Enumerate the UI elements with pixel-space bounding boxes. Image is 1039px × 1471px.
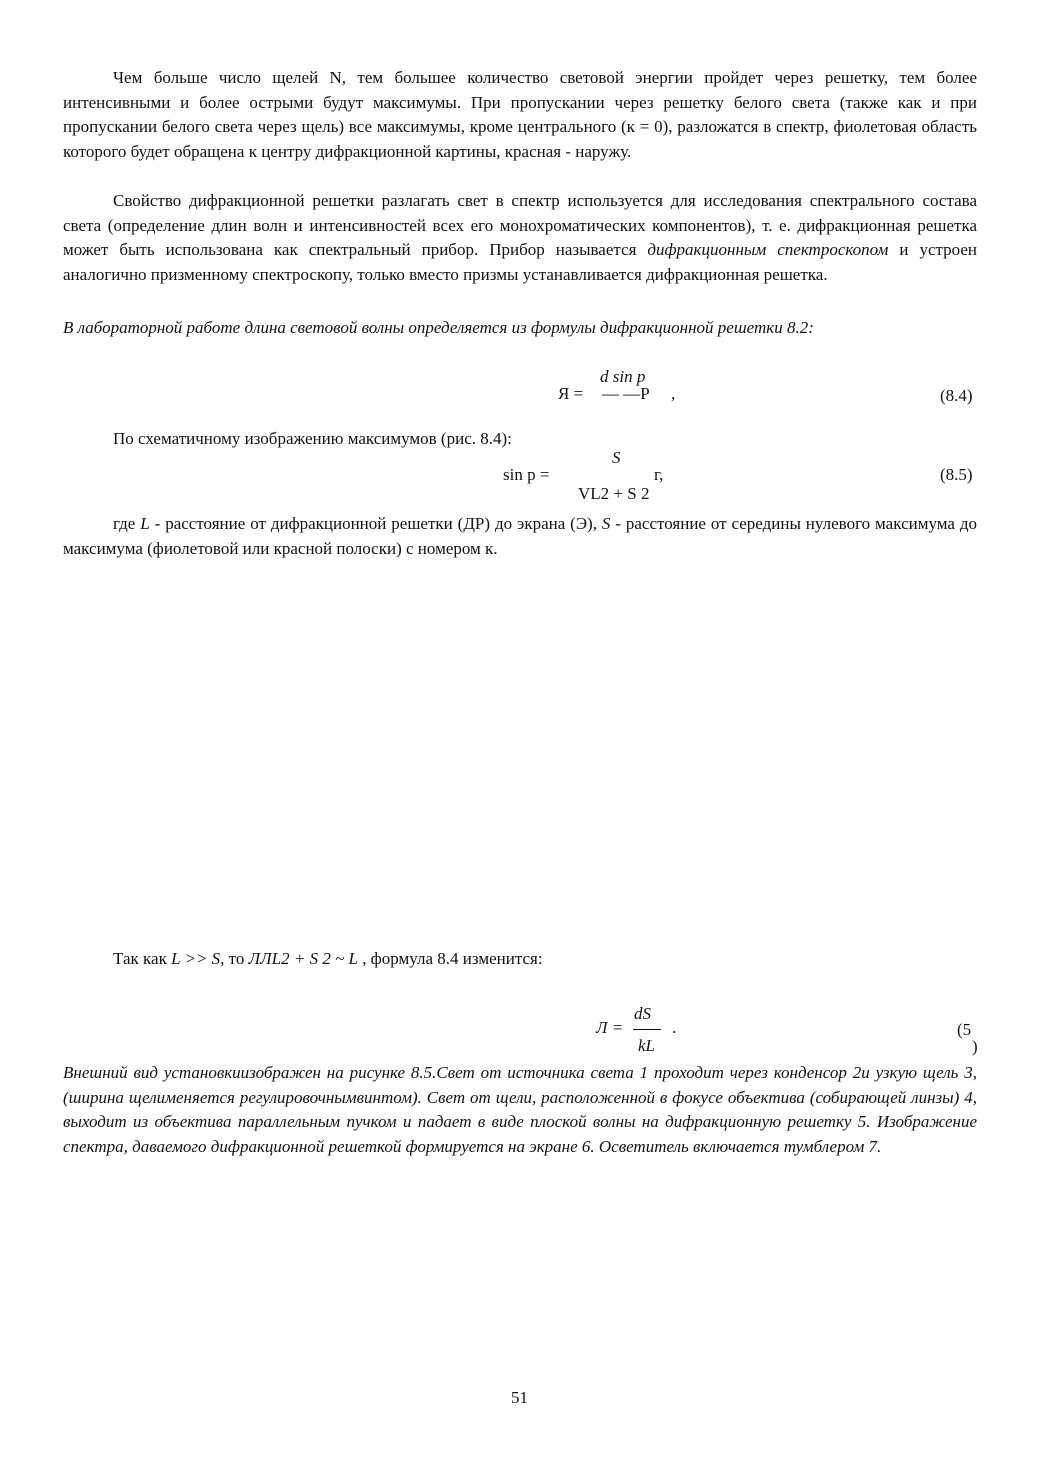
- formula-8-5-lhs: sin p =: [503, 465, 550, 484]
- paragraph-where-text-2: - расстояние от дифракционной решетки (ДР) до экрана (Э),: [149, 514, 602, 533]
- paragraph-slits-intensity: Чем больше число щелей N, тем большее количество световой энергии пройдет через решетку, тем более интенсивными и более острыми будут максимумы. При пропускании через решетку белого света (также как и при пропускании белого света через щель) все максимумы, кроме центрального (к = 0), разложатся в спектр, фиолетовая область которого будет обращена к центру дифракционной картины, красная - наружу.: [63, 68, 977, 161]
- formula-5-number-close: ): [972, 1037, 978, 1056]
- formula-5-lhs: Л =: [596, 1018, 624, 1037]
- paragraph-setup-description: Внешний вид установкиизображен на рисунке 8.5.Свет от источника света 1 проходит через конденсор 2и узкую щель 3,(ширина щелименяется регулировочнымвинтом). Свет от щели, расположенной в фокусе объектива (собирающей линзы) 4, выходит из объектива параллельным пучком и падает в виде плоской волны на дифракционную решетку 5. Изображение спектра, даваемого дифракционной решеткой формируется на экране 6. Осветитель включается тумблером 7.: [63, 1063, 977, 1156]
- formula-8-5-unit: г,: [654, 465, 664, 484]
- formula-5-numerator: dS: [634, 1004, 651, 1023]
- formula-5-fraction-bar: [633, 1029, 661, 1030]
- formula-8-5-number: (8.5): [940, 465, 973, 484]
- expression-L-much-greater-S: L >> S,: [171, 949, 225, 968]
- paragraph-approximation-text-3: , формула 8.4 изменится:: [358, 949, 543, 968]
- formula-8-4-fraction-bar: — —Р: [602, 384, 650, 403]
- paragraph-approximation-text-2: то: [224, 949, 249, 968]
- symbol-L: L: [140, 514, 150, 533]
- formula-5-denominator: kL: [638, 1036, 655, 1055]
- formula-8-4-lhs: Я =: [558, 384, 584, 403]
- page-number: 51: [511, 1388, 528, 1407]
- paragraph-where-definitions: [63, 512, 977, 561]
- formula-8-4-comma: ,: [671, 384, 676, 403]
- paragraph-where-text-1: где: [113, 514, 141, 533]
- formula-8-5-numerator: S: [612, 448, 621, 467]
- formula-5-number: (5: [957, 1020, 972, 1039]
- paragraph-lab-formula-intro: В лабораторной работе длина световой волны определяется из формулы дифракционной решетки 8.2:: [63, 318, 814, 337]
- paragraph-schematic: По схематичному изображению максимумов (рис. 8.4):: [113, 429, 512, 448]
- paragraph-approximation: [63, 947, 977, 972]
- paragraph-where-text-3: - расстояние от середины нулевого максимума до максимума (фиолетовой или красной полоски) с номером к.: [63, 514, 977, 558]
- paragraph-spectroscope-text-2: и устроен аналогично призменному спектроскопу, только вместо призмы устанавливается дифракционная решетка.: [63, 240, 978, 284]
- formula-8-5-denominator: VL2 + S 2: [578, 484, 650, 503]
- paragraph-spectroscope: [63, 189, 977, 287]
- paragraph-spectroscope-text-1: Свойство дифракционной решетки разлагать свет в спектр используется для исследования спектрального состава света (определение длин волн и интенсивностей всех его монохроматических компонентов), т. е. дифракционная решетка может быть использована как спектральный прибор. Прибор называется: [63, 191, 977, 259]
- symbol-S: S: [601, 514, 611, 533]
- formula-8-4-number: (8.4): [940, 386, 973, 405]
- expression-sqrt-approx: ЛЛL2 + S 2 ~ L: [248, 949, 358, 968]
- paragraph-approximation-text-1: Так как: [113, 949, 172, 968]
- term-diffraction-spectroscope: дифракционным спектроскопом: [647, 240, 889, 259]
- formula-5-period: .: [672, 1018, 677, 1037]
- formula-8-4-numerator: d sin p: [600, 367, 646, 386]
